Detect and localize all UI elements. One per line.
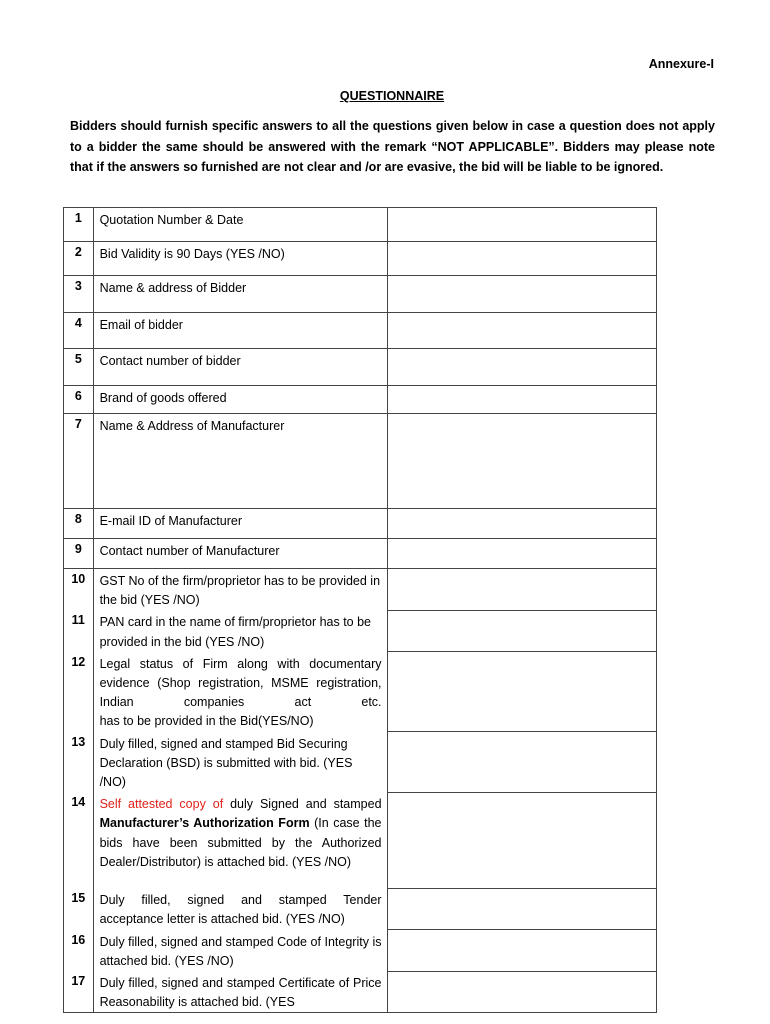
- question-text-bold: Manufacturer’s Authorization Form: [99, 816, 310, 831]
- question-text: Duly filled, signed and stamped Bid Securing Declaration (BSD) is submitted with bid. (YES /NO): [93, 732, 387, 793]
- table-row: [64, 888, 657, 929]
- table-row: [64, 313, 657, 349]
- table-row: [64, 539, 657, 569]
- table-row: [64, 509, 657, 539]
- row-number: 5: [64, 349, 94, 386]
- question-text: PAN card in the name of firm/proprietor has to be provided in the bid (YES /NO): [93, 610, 387, 651]
- question-text: Duly filled, signed and stamped Certificate of Price Reasonability is attached bid. (YES: [93, 971, 387, 1013]
- answer-cell[interactable]: [387, 888, 656, 929]
- question-text: Contact number of Manufacturer: [93, 539, 387, 569]
- question-text: Quotation Number & Date: [93, 208, 387, 242]
- question-text-mid: duly Signed and stamped: [223, 797, 382, 812]
- question-text: Duly filled, signed and stamped Tender acceptance letter is attached bid. (YES /NO): [93, 888, 387, 929]
- question-text: Email of bidder: [93, 313, 387, 349]
- answer-cell[interactable]: [387, 652, 656, 732]
- row-number: 2: [64, 242, 94, 276]
- row-number: 12: [64, 652, 94, 732]
- question-text: [93, 652, 387, 732]
- question-text: Brand of goods offered: [93, 386, 387, 414]
- table-row: [64, 569, 657, 611]
- question-text: Name & address of Bidder: [93, 276, 387, 313]
- answer-cell[interactable]: [387, 414, 656, 509]
- row-number: 4: [64, 313, 94, 349]
- table-row: [64, 971, 657, 1013]
- row-number: 3: [64, 276, 94, 313]
- answer-cell[interactable]: [387, 971, 656, 1013]
- answer-cell[interactable]: [387, 386, 656, 414]
- question-text-tail: (In case the bids have been submitted by the Authorized Dealer/Distributor) is attached bid. (YES /NO): [99, 816, 382, 869]
- answer-cell[interactable]: [387, 732, 656, 793]
- table-row: [64, 792, 657, 888]
- question-text-red: Self attested copy of: [99, 797, 224, 812]
- row-number: 13: [64, 732, 94, 793]
- answer-cell[interactable]: [387, 610, 656, 651]
- question-text-line2: has to be provided in the Bid(YES/NO): [99, 714, 314, 729]
- row-number: 15: [64, 888, 94, 929]
- row-number: 17: [64, 971, 94, 1013]
- answer-cell[interactable]: [387, 509, 656, 539]
- table-row: [64, 276, 657, 313]
- questionnaire-table: [63, 207, 657, 1013]
- question-text: E-mail ID of Manufacturer: [93, 509, 387, 539]
- question-text: GST No of the firm/proprietor has to be provided in the bid (YES /NO): [93, 569, 387, 611]
- answer-cell[interactable]: [387, 349, 656, 386]
- table-row: [64, 349, 657, 386]
- answer-cell[interactable]: [387, 792, 656, 888]
- row-number: 9: [64, 539, 94, 569]
- answer-cell[interactable]: [387, 208, 656, 242]
- table-row: [64, 652, 657, 732]
- row-number: 7: [64, 414, 94, 509]
- answer-cell[interactable]: [387, 539, 656, 569]
- answer-cell[interactable]: [387, 930, 656, 971]
- question-text: Bid Validity is 90 Days (YES /NO): [93, 242, 387, 276]
- answer-cell[interactable]: [387, 569, 656, 611]
- table-row: [64, 386, 657, 414]
- question-text: Duly filled, signed and stamped Code of Integrity is attached bid. (YES /NO): [93, 930, 387, 971]
- row-number: 10: [64, 569, 94, 611]
- row-number: 1: [64, 208, 94, 242]
- instructions-paragraph: Bidders should furnish specific answers to all the questions given below in case a question does not apply to a bidder the same should be answered with the remark “NOT APPLICABLE”. Bidders may please note that if the answers so furnished are not clear and /or are evasive, the bid will be liable to be ignored.: [70, 119, 715, 174]
- answer-cell[interactable]: [387, 242, 656, 276]
- question-text: Contact number of bidder: [93, 349, 387, 386]
- row-number: 16: [64, 930, 94, 971]
- table-row: [64, 732, 657, 793]
- question-text-line1: Legal status of Firm along with documentary evidence (Shop registration, MSME registration, Indian companies act etc.: [99, 656, 382, 710]
- answer-cell[interactable]: [387, 276, 656, 313]
- question-text: [93, 792, 387, 888]
- table-row: [64, 610, 657, 651]
- row-number: 6: [64, 386, 94, 414]
- row-number: 8: [64, 509, 94, 539]
- page-title: QUESTIONNAIRE: [339, 89, 445, 103]
- table-row: [64, 208, 657, 242]
- table-row: [64, 930, 657, 971]
- question-text: Name & Address of Manufacturer: [93, 414, 387, 509]
- row-number: 11: [64, 610, 94, 651]
- table-row: [64, 242, 657, 276]
- row-number: 14: [64, 792, 94, 888]
- answer-cell[interactable]: [387, 313, 656, 349]
- table-row: [64, 414, 657, 509]
- annexure-label: Annexure-I: [648, 57, 714, 71]
